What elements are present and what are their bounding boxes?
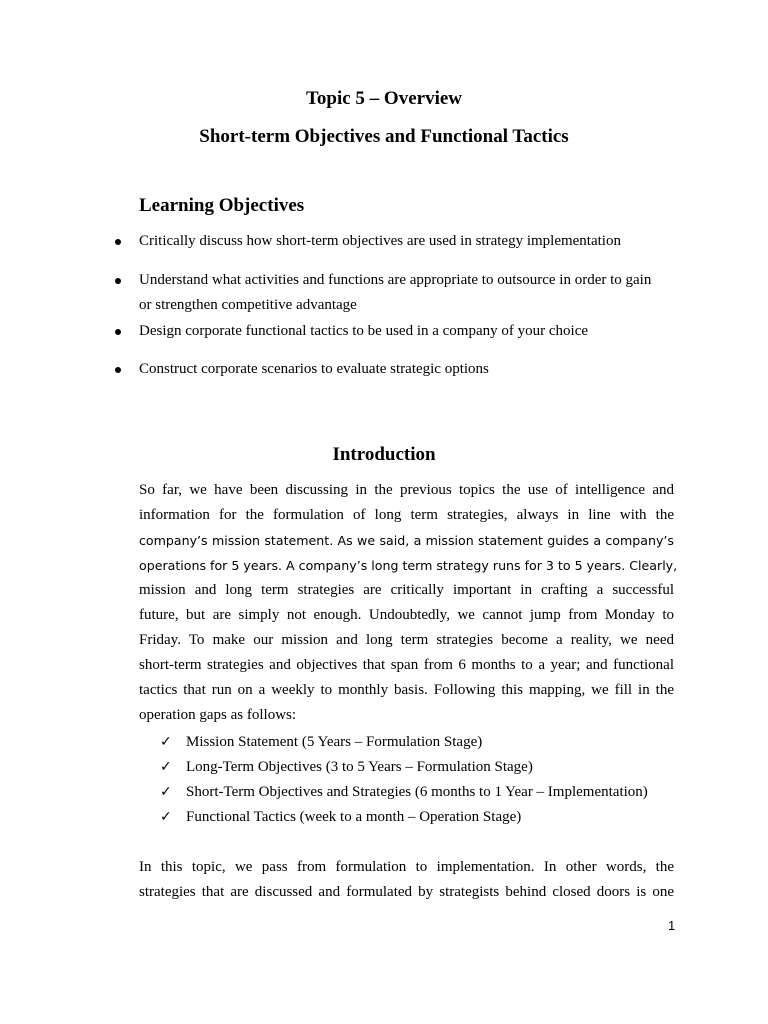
list-item <box>139 319 679 344</box>
checkmark-icon: ✓ <box>160 759 172 775</box>
checklist-item-text: Long-Term Objectives (3 to 5 Years – Formulation Stage) <box>186 759 533 775</box>
paragraph-line: information for the formulation of long term strategies, always in line with the <box>139 507 674 523</box>
paragraph-line: company’s mission statement. As we said, a mission statement guides a company’s <box>139 533 674 548</box>
list-item-text: or strengthen competitive advantage <box>139 297 357 313</box>
list-item-text: Construct corporate scenarios to evaluate strategic options <box>139 361 489 377</box>
checklist-item <box>160 805 648 830</box>
paragraph-line: operations for 5 years. A company’s long term strategy runs for 3 to 5 years. Clearly, <box>139 558 678 573</box>
checklist-item-text: Mission Statement (5 Years – Formulation Stage) <box>186 734 483 750</box>
learning-objectives-heading: Learning Objectives <box>139 195 305 216</box>
paragraph-line: Friday. To make our mission and long term strategies become a reality, we need <box>139 632 674 648</box>
checklist-item <box>160 780 648 805</box>
list-item-text: Critically discuss how short-term objectives are used in strategy implementation <box>139 233 621 249</box>
list-item <box>139 229 679 254</box>
page-number: 1 <box>668 918 676 933</box>
list-item-text: Design corporate functional tactics to be used in a company of your choice <box>139 323 589 339</box>
stage-checklist <box>160 730 648 830</box>
page-title: Topic 5 – Overview <box>305 88 463 109</box>
paragraph-line: tactics that run on a weekly to monthly basis. Following this mapping, we fill in the <box>139 682 674 698</box>
checklist-item-text: Functional Tactics (week to a month – Operation Stage) <box>186 809 522 825</box>
checklist-item-text: Short-Term Objectives and Strategies (6 months to 1 Year – Implementation) <box>186 784 648 800</box>
introduction-paragraph-1 <box>139 478 678 728</box>
list-item-text: Understand what activities and functions are appropriate to outsource in order to gain <box>139 272 652 288</box>
bullet-icon <box>115 278 121 284</box>
paragraph-line: operation gaps as follows: <box>139 707 297 723</box>
introduction-heading: Introduction <box>332 444 436 465</box>
checklist-item <box>160 755 648 780</box>
list-item <box>139 357 679 382</box>
bullet-icon <box>115 367 121 373</box>
checkmark-icon: ✓ <box>160 809 172 825</box>
paragraph-line: So far, we have been discussing in the previous topics the use of intelligence and <box>139 482 674 498</box>
introduction-paragraph-2 <box>139 855 674 905</box>
paragraph-line: In this topic, we pass from formulation to implementation. In other words, the <box>139 859 674 875</box>
page-subtitle: Short-term Objectives and Functional Tactics <box>199 126 569 147</box>
checkmark-icon: ✓ <box>160 784 172 800</box>
bullet-icon <box>115 329 121 335</box>
checkmark-icon: ✓ <box>160 734 172 750</box>
paragraph-line: future, but are simply not enough. Undoubtedly, we cannot jump from Monday to <box>139 607 674 623</box>
bullet-icon <box>115 239 121 245</box>
paragraph-line: mission and long term strategies are critically important in crafting a successful <box>139 582 674 598</box>
paragraph-line: short-term strategies and objectives that span from 6 months to a year; and functional <box>139 657 674 673</box>
list-item <box>139 268 679 318</box>
paragraph-line: strategies that are discussed and formulated by strategists behind closed doors is one <box>139 884 674 900</box>
checklist-item <box>160 730 648 755</box>
